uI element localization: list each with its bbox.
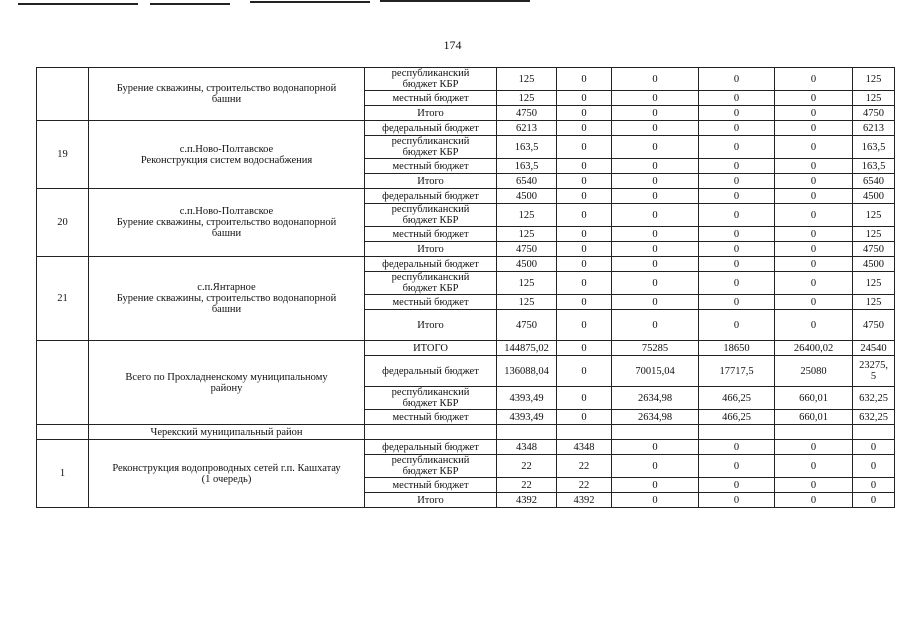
total-amount: 22 xyxy=(497,455,557,478)
total-amount: 4500 xyxy=(497,189,557,204)
value-col-3: 0 xyxy=(699,159,775,174)
row-number: 20 xyxy=(37,189,89,257)
value-col-3: 18650 xyxy=(699,341,775,356)
value-col-2: 0 xyxy=(612,440,699,455)
value-col-4: 0 xyxy=(775,478,853,493)
total-amount: 125 xyxy=(497,227,557,242)
value-col-4: 0 xyxy=(775,136,853,159)
funding-source: местный бюджет xyxy=(365,91,497,106)
scan-artifact xyxy=(18,3,138,5)
value-col-4: 0 xyxy=(775,68,853,91)
value-col-2: 0 xyxy=(612,121,699,136)
value-col-2: 0 xyxy=(612,204,699,227)
funding-source: федеральный бюджет xyxy=(365,121,497,136)
value-col-3: 0 xyxy=(699,204,775,227)
funding-source: федеральный бюджет xyxy=(365,440,497,455)
value-col-1: 0 xyxy=(557,341,612,356)
table-row xyxy=(37,425,895,440)
row-number: 19 xyxy=(37,121,89,189)
value-col-4: 0 xyxy=(775,227,853,242)
budget-table xyxy=(36,67,895,508)
value-col-1: 0 xyxy=(557,189,612,204)
funding-source: Итого xyxy=(365,242,497,257)
value-col-1: 0 xyxy=(557,410,612,425)
table-row xyxy=(37,341,895,356)
value-col-5: 125 xyxy=(853,295,895,310)
value-col-5: 632,25 xyxy=(853,387,895,410)
value-col-1: 0 xyxy=(557,257,612,272)
value-col-3: 0 xyxy=(699,68,775,91)
funding-source: республиканский бюджет КБР xyxy=(365,387,497,410)
value-col-2: 0 xyxy=(612,159,699,174)
total-amount: 163,5 xyxy=(497,159,557,174)
value-col-5: 23275, 5 xyxy=(853,356,895,387)
value-col-5: 0 xyxy=(853,455,895,478)
project-description: с.п.Ново-Полтавское Реконструкция систем водоснабжения xyxy=(89,121,365,189)
value-col-5: 125 xyxy=(853,272,895,295)
total-amount: 125 xyxy=(497,91,557,106)
value-col-1: 0 xyxy=(557,272,612,295)
total-amount: 125 xyxy=(497,272,557,295)
value-col-4: 0 xyxy=(775,440,853,455)
funding-source: Итого xyxy=(365,310,497,341)
value-col-1: 0 xyxy=(557,174,612,189)
scan-artifact xyxy=(250,1,370,3)
funding-source: местный бюджет xyxy=(365,410,497,425)
table-row xyxy=(37,189,895,204)
value-col-1: 4348 xyxy=(557,440,612,455)
value-col-2: 0 xyxy=(612,493,699,508)
value-col-5: 6213 xyxy=(853,121,895,136)
district-heading: Черекский муниципальный район xyxy=(89,425,365,440)
value-col-4: 0 xyxy=(775,257,853,272)
value-col-1: 22 xyxy=(557,455,612,478)
value-col-5: 125 xyxy=(853,204,895,227)
total-amount: 4393,49 xyxy=(497,410,557,425)
total-amount: 4392 xyxy=(497,493,557,508)
value-col-1: 22 xyxy=(557,478,612,493)
value-col-3: 0 xyxy=(699,440,775,455)
value-col-4: 26400,02 xyxy=(775,341,853,356)
row-number xyxy=(37,425,89,440)
value-col-3: 0 xyxy=(699,189,775,204)
value-col-3: 0 xyxy=(699,136,775,159)
value-col-5: 163,5 xyxy=(853,136,895,159)
total-amount: 125 xyxy=(497,68,557,91)
value-col-3: 0 xyxy=(699,493,775,508)
funding-source: федеральный бюджет xyxy=(365,189,497,204)
value-col-1: 0 xyxy=(557,295,612,310)
value-col-5: 4750 xyxy=(853,310,895,341)
value-col-2: 75285 xyxy=(612,341,699,356)
value-col-4: 0 xyxy=(775,174,853,189)
value-col-2: 0 xyxy=(612,227,699,242)
value-col-4: 0 xyxy=(775,204,853,227)
value-col-3: 0 xyxy=(699,174,775,189)
scan-artifact xyxy=(380,0,530,2)
page-number: 174 xyxy=(443,38,462,52)
row-number: 1 xyxy=(37,440,89,508)
value-col-5: 0 xyxy=(853,493,895,508)
project-description: Бурение скважины, строительство водонапорной башни xyxy=(89,68,365,121)
value-col-1: 0 xyxy=(557,91,612,106)
value-col-2: 0 xyxy=(612,295,699,310)
funding-source: республиканский бюджет КБР xyxy=(365,455,497,478)
value-col-3: 466,25 xyxy=(699,387,775,410)
project-description: с.п.Янтарное Бурение скважины, строительство водонапорной башни xyxy=(89,257,365,341)
value-col-5: 125 xyxy=(853,68,895,91)
funding-source: ИТОГО xyxy=(365,341,497,356)
value-col-1: 4392 xyxy=(557,493,612,508)
total-amount: 163,5 xyxy=(497,136,557,159)
value-col-4: 0 xyxy=(775,295,853,310)
total-amount: 6213 xyxy=(497,121,557,136)
value-col-2: 2634,98 xyxy=(612,387,699,410)
value-col-4 xyxy=(775,425,853,440)
project-description: с.п.Ново-Полтавское Бурение скважины, строительство водонапорной башни xyxy=(89,189,365,257)
funding-source: местный бюджет xyxy=(365,478,497,493)
value-col-4: 0 xyxy=(775,189,853,204)
value-col-1: 0 xyxy=(557,310,612,341)
value-col-2: 0 xyxy=(612,106,699,121)
row-number xyxy=(37,68,89,121)
value-col-2: 0 xyxy=(612,68,699,91)
total-amount: 4348 xyxy=(497,440,557,455)
funding-source: республиканский бюджет КБР xyxy=(365,136,497,159)
value-col-5: 4500 xyxy=(853,257,895,272)
value-col-3: 0 xyxy=(699,121,775,136)
value-col-2: 0 xyxy=(612,91,699,106)
value-col-3: 0 xyxy=(699,106,775,121)
value-col-2: 70015,04 xyxy=(612,356,699,387)
total-amount: 4393,49 xyxy=(497,387,557,410)
total-amount: 144875,02 xyxy=(497,341,557,356)
value-col-4: 0 xyxy=(775,272,853,295)
value-col-4: 0 xyxy=(775,455,853,478)
value-col-3: 0 xyxy=(699,455,775,478)
value-col-5: 125 xyxy=(853,227,895,242)
value-col-2: 0 xyxy=(612,455,699,478)
value-col-5: 0 xyxy=(853,440,895,455)
funding-source: местный бюджет xyxy=(365,295,497,310)
value-col-3: 0 xyxy=(699,91,775,106)
total-amount: 125 xyxy=(497,204,557,227)
value-col-1: 0 xyxy=(557,136,612,159)
value-col-5: 4750 xyxy=(853,242,895,257)
value-col-1: 0 xyxy=(557,356,612,387)
total-amount: 6540 xyxy=(497,174,557,189)
total-amount: 4500 xyxy=(497,257,557,272)
value-col-2: 0 xyxy=(612,257,699,272)
value-col-1: 0 xyxy=(557,387,612,410)
value-col-4: 0 xyxy=(775,121,853,136)
total-amount: 22 xyxy=(497,478,557,493)
value-col-5: 163,5 xyxy=(853,159,895,174)
funding-source: республиканский бюджет КБР xyxy=(365,204,497,227)
value-col-5: 24540 xyxy=(853,341,895,356)
value-col-1: 0 xyxy=(557,68,612,91)
table-row xyxy=(37,440,895,455)
value-col-4: 25080 xyxy=(775,356,853,387)
total-amount: 4750 xyxy=(497,310,557,341)
value-col-1: 0 xyxy=(557,121,612,136)
funding-source: республиканский бюджет КБР xyxy=(365,68,497,91)
value-col-2: 0 xyxy=(612,189,699,204)
row-number: 21 xyxy=(37,257,89,341)
value-col-4: 0 xyxy=(775,91,853,106)
value-col-4: 0 xyxy=(775,106,853,121)
value-col-5: 4750 xyxy=(853,106,895,121)
total-amount: 4750 xyxy=(497,106,557,121)
value-col-5 xyxy=(853,425,895,440)
value-col-4: 660,01 xyxy=(775,387,853,410)
funding-source: местный бюджет xyxy=(365,159,497,174)
table-row xyxy=(37,257,895,272)
row-number xyxy=(37,341,89,425)
table-row xyxy=(37,68,895,91)
total-amount xyxy=(497,425,557,440)
value-col-4: 0 xyxy=(775,242,853,257)
value-col-4: 0 xyxy=(775,310,853,341)
value-col-3: 0 xyxy=(699,478,775,493)
value-col-1: 0 xyxy=(557,106,612,121)
value-col-3: 0 xyxy=(699,242,775,257)
value-col-3: 466,25 xyxy=(699,410,775,425)
value-col-2: 0 xyxy=(612,136,699,159)
value-col-2 xyxy=(612,425,699,440)
value-col-4: 660,01 xyxy=(775,410,853,425)
scan-artifact xyxy=(150,3,230,5)
value-col-4: 0 xyxy=(775,493,853,508)
value-col-5: 0 xyxy=(853,478,895,493)
table-row xyxy=(37,121,895,136)
value-col-3: 0 xyxy=(699,310,775,341)
value-col-2: 0 xyxy=(612,242,699,257)
funding-source: федеральный бюджет xyxy=(365,356,497,387)
value-col-3: 0 xyxy=(699,257,775,272)
value-col-2: 0 xyxy=(612,272,699,295)
value-col-1: 0 xyxy=(557,159,612,174)
value-col-2: 2634,98 xyxy=(612,410,699,425)
value-col-5: 6540 xyxy=(853,174,895,189)
value-col-1 xyxy=(557,425,612,440)
value-col-2: 0 xyxy=(612,478,699,493)
value-col-3: 0 xyxy=(699,272,775,295)
district-total-label: Всего по Прохладненскому муниципальному району xyxy=(89,341,365,425)
total-amount: 136088,04 xyxy=(497,356,557,387)
value-col-2: 0 xyxy=(612,310,699,341)
value-col-2: 0 xyxy=(612,174,699,189)
funding-source: местный бюджет xyxy=(365,227,497,242)
value-col-3 xyxy=(699,425,775,440)
value-col-3: 0 xyxy=(699,295,775,310)
funding-source xyxy=(365,425,497,440)
value-col-4: 0 xyxy=(775,159,853,174)
value-col-1: 0 xyxy=(557,204,612,227)
funding-source: Итого xyxy=(365,493,497,508)
value-col-3: 0 xyxy=(699,227,775,242)
value-col-3: 17717,5 xyxy=(699,356,775,387)
funding-source: Итого xyxy=(365,174,497,189)
value-col-5: 4500 xyxy=(853,189,895,204)
value-col-1: 0 xyxy=(557,242,612,257)
funding-source: Итого xyxy=(365,106,497,121)
funding-source: республиканский бюджет КБР xyxy=(365,272,497,295)
total-amount: 125 xyxy=(497,295,557,310)
value-col-1: 0 xyxy=(557,227,612,242)
value-col-5: 632,25 xyxy=(853,410,895,425)
value-col-5: 125 xyxy=(853,91,895,106)
funding-source: федеральный бюджет xyxy=(365,257,497,272)
project-description: Реконструкция водопроводных сетей г.п. Кашхатау (1 очередь) xyxy=(89,440,365,508)
total-amount: 4750 xyxy=(497,242,557,257)
